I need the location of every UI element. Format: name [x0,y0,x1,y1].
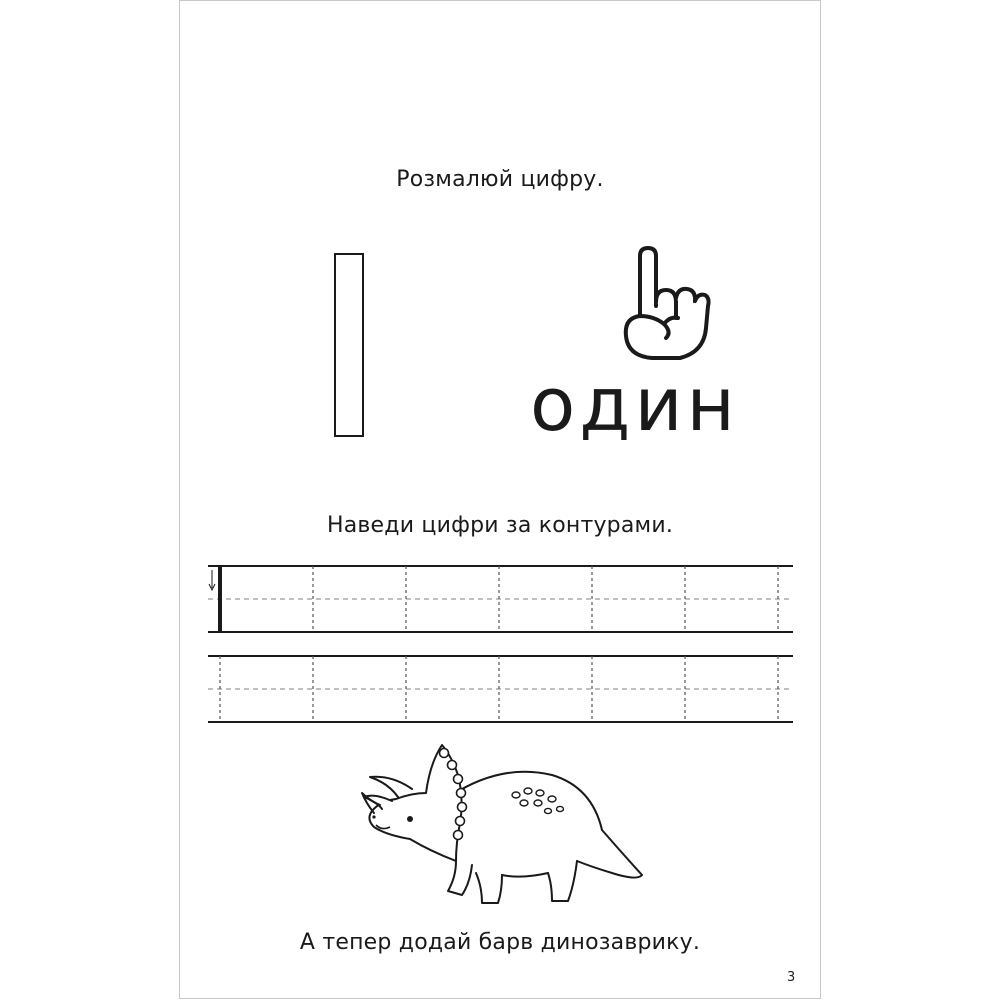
triceratops-illustration[interactable] [352,735,647,915]
page-number: 3 [787,970,796,985]
stroke-direction-arrow-icon [209,570,215,590]
tracing-row-1[interactable] [208,566,793,632]
one-finger-hand-icon [620,246,712,364]
instruction-trace-digits: Наведи цифри за контурами. [326,513,674,538]
tracing-grid[interactable] [208,560,793,730]
instruction-color-dino: А тепер додай барв динозаврику. [299,930,701,955]
instruction-color-digit: Розмалюй цифру. [396,167,604,192]
number-word: один [530,362,739,448]
digit-one-outline[interactable] [334,253,364,437]
tracing-row-2[interactable] [208,656,793,722]
